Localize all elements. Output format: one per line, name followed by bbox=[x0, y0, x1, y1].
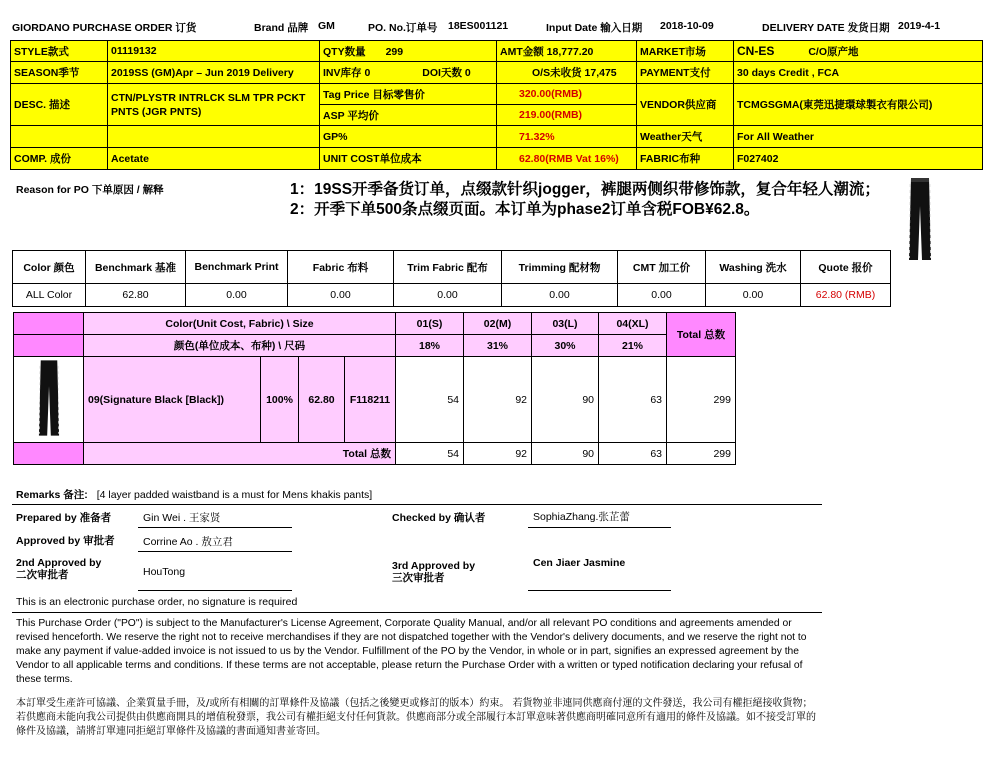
inv-value: 0 bbox=[364, 67, 371, 79]
market-value: CN-ES bbox=[737, 43, 775, 58]
footer-qty: 63 bbox=[599, 443, 667, 465]
doi-label: DOI天数 bbox=[422, 67, 462, 79]
amt-value: 18,777.20 bbox=[546, 45, 594, 58]
tag-price-label: Tag Price 目标零售价 bbox=[320, 84, 497, 105]
row-total: 299 bbox=[667, 357, 736, 443]
po-title: GIORDANO PURCHASE ORDER 订货 bbox=[12, 22, 197, 34]
weather-label: Weather天气 bbox=[637, 126, 734, 148]
vendor-label: VENDOR供应商 bbox=[637, 84, 734, 126]
cost-header-cell: Quote 报价 bbox=[801, 251, 891, 284]
size-ratio: 18% bbox=[396, 335, 464, 357]
color-pct: 100% bbox=[261, 357, 299, 443]
size-qty: 92 bbox=[464, 357, 532, 443]
third-approved-label-zh: 三次审批者 bbox=[392, 572, 445, 584]
season-label: SEASON季节 bbox=[11, 62, 108, 84]
season-value: 2019SS (GM)Apr – Jun 2019 Delivery bbox=[108, 62, 320, 84]
size-ratio: 31% bbox=[464, 335, 532, 357]
footer-total: 299 bbox=[667, 443, 736, 465]
size-ratio: 21% bbox=[599, 335, 667, 357]
size-header-line-2: 颜色(单位成本、布种) \ 尺码 bbox=[84, 335, 396, 357]
cost-header-cell: Benchmark 基准 bbox=[86, 251, 186, 284]
cost-cell: 0.00 bbox=[618, 284, 706, 307]
fabric-label: FABRIC布种 bbox=[637, 148, 734, 170]
brand-label: Brand 品牌 bbox=[254, 22, 309, 34]
prepared-label: Prepared by 准备者 bbox=[16, 512, 112, 524]
unit-cost-label: UNIT COST单位成本 bbox=[320, 148, 497, 170]
footer-qty: 54 bbox=[396, 443, 464, 465]
color-row bbox=[14, 357, 736, 443]
weather-value: For All Weather bbox=[734, 126, 983, 148]
second-approved-label-zh: 二次审批者 bbox=[16, 569, 69, 581]
market-cell bbox=[734, 41, 983, 62]
po-number-label: PO. No.订单号 bbox=[368, 22, 438, 34]
footer-qty: 90 bbox=[532, 443, 599, 465]
size-total-row bbox=[14, 443, 736, 465]
size-label: 02(M) bbox=[464, 313, 532, 335]
cost-cell: 0.00 bbox=[186, 284, 288, 307]
os-cell bbox=[497, 62, 637, 84]
inv-doi-cell bbox=[320, 62, 497, 84]
cost-cell: 0.00 bbox=[394, 284, 502, 307]
cost-header-cell: Fabric 布料 bbox=[288, 251, 394, 284]
third-approved-label bbox=[392, 560, 475, 584]
fabric-value: F027402 bbox=[734, 148, 983, 170]
color-fabric: F118211 bbox=[345, 357, 396, 443]
approved-value: Corrine Ao . 敖立君 bbox=[143, 536, 233, 548]
unit-cost-value: 62.80(RMB Vat 16%) bbox=[497, 148, 637, 170]
inv-label: INV库存 bbox=[323, 67, 362, 79]
footer-qty: 92 bbox=[464, 443, 532, 465]
os-label: O/S未收货 bbox=[532, 67, 582, 79]
cost-header-row bbox=[13, 251, 891, 284]
size-label: 04(XL) bbox=[599, 313, 667, 335]
brand-value: GM bbox=[318, 20, 335, 32]
size-qty: 90 bbox=[532, 357, 599, 443]
size-header-corner bbox=[14, 313, 84, 335]
divider bbox=[12, 612, 822, 613]
asp-value: 219.00(RMB) bbox=[497, 105, 637, 126]
signature-line bbox=[138, 551, 292, 552]
reason-line-1: 1：19SS开季备货订单，点缀款针织jogger，裤腿两侧织带修饰款，复合年轻人潮流； bbox=[290, 181, 880, 198]
cost-cell: 0.00 bbox=[502, 284, 618, 307]
qty-cell bbox=[320, 41, 497, 62]
desc-value: CTN/PLYSTR INTRLCK SLM TPR PCKT PNTS (JGR PNTS) bbox=[108, 84, 320, 126]
cost-cell: 0.00 bbox=[288, 284, 394, 307]
color-name: 09(Signature Black [Black]) bbox=[84, 357, 261, 443]
cost-cell: ALL Color bbox=[13, 284, 86, 307]
size-label: 01(S) bbox=[396, 313, 464, 335]
empty-cell bbox=[108, 126, 320, 148]
cost-value-row bbox=[13, 284, 891, 307]
color-cost: 62.80 bbox=[299, 357, 345, 443]
second-approved-label-en: 2nd Approved by bbox=[16, 557, 102, 569]
vendor-value: TCMGSGMA(東莞迅捷環球製衣有限公司) bbox=[734, 84, 983, 126]
amt-label: AMT金额 bbox=[500, 45, 544, 58]
cost-header-cell: Trim Fabric 配布 bbox=[394, 251, 502, 284]
tag-price-value: 320.00(RMB) bbox=[497, 84, 637, 105]
color-image-cell bbox=[14, 357, 84, 443]
size-header-corner bbox=[14, 335, 84, 357]
terms-chinese: 本訂單受生產許可協議、企業質量手冊，及/或所有相關的訂單條件及協議（包括之後變更或修訂的版本）約束。 若貨物並非連同供應商付運的文件發送，我公司有權拒絕接收貨物；若供應商未能向我公司提供由供應商開具的增值稅發票，我公司有權拒絕支付任何貨款。供應商部分或全部履行本訂單意味著供應商明確同意所有適用的條件及協議。如不接受訂單的條件及協議，請將訂單連同拒絕訂單條件及協議的書面通知書並寄回。 bbox=[16, 698, 816, 737]
payment-label: PAYMENT支付 bbox=[637, 62, 734, 84]
cost-header-cell: Trimming 配材物 bbox=[502, 251, 618, 284]
cost-header-cell: Benchmark Print bbox=[186, 251, 288, 284]
quote-cell: 62.80 (RMB) bbox=[801, 284, 891, 307]
size-ratio: 30% bbox=[532, 335, 599, 357]
second-approved-label bbox=[16, 557, 101, 581]
third-approved-value: Cen Jiaer Jasmine bbox=[533, 557, 626, 569]
doi-value: 0 bbox=[464, 67, 471, 79]
payment-value: 30 days Credit , FCA bbox=[734, 62, 983, 84]
size-label: 03(L) bbox=[532, 313, 599, 335]
remarks-label: Remarks 备注: bbox=[16, 489, 88, 501]
cost-header-cell: Washing 洗水 bbox=[706, 251, 801, 284]
cost-cell: 62.80 bbox=[86, 284, 186, 307]
asp-label: ASP 平均价 bbox=[320, 105, 497, 126]
color-pants-image bbox=[38, 357, 60, 439]
remarks-value: [4 layer padded waistband is a must for Mens khakis pants] bbox=[96, 489, 373, 501]
comp-label: COMP. 成份 bbox=[11, 148, 108, 170]
checked-value: SophiaZhang.张芷蕾 bbox=[533, 511, 630, 523]
cost-breakdown-table bbox=[12, 250, 891, 307]
third-approved-label-en: 3rd Approved by bbox=[392, 560, 476, 572]
signature-line bbox=[138, 527, 292, 528]
reason-text bbox=[290, 180, 890, 220]
po-header bbox=[12, 20, 980, 36]
market-label: MARKET市场 bbox=[637, 41, 734, 62]
cost-cell: 0.00 bbox=[706, 284, 801, 307]
second-approved-value: HouTong bbox=[143, 566, 186, 578]
size-footer-corner bbox=[14, 443, 84, 465]
signature-line bbox=[138, 590, 292, 591]
size-total-header: Total 总数 bbox=[667, 313, 736, 357]
co-label: C/O原产地 bbox=[808, 45, 859, 58]
input-date-label: Input Date 输入日期 bbox=[546, 22, 643, 34]
signature-line bbox=[528, 590, 671, 591]
electronic-note: This is an electronic purchase order, no signature is required bbox=[16, 596, 298, 608]
cost-header-cell: CMT 加工价 bbox=[618, 251, 706, 284]
size-breakdown-table bbox=[13, 312, 736, 465]
size-header-line-1: Color(Unit Cost, Fabric) \ Size bbox=[84, 313, 396, 335]
approved-label: Approved by 审批者 bbox=[16, 535, 115, 547]
reason-label: Reason for PO 下单原因 / 解释 bbox=[16, 184, 164, 196]
qty-label: QTY数量 bbox=[323, 45, 366, 58]
input-date-value: 2018-10-09 bbox=[660, 20, 714, 32]
size-footer-label: Total 总数 bbox=[84, 443, 396, 465]
comp-value: Acetate bbox=[108, 148, 320, 170]
order-info-table bbox=[10, 40, 983, 170]
style-label: STYLE款式 bbox=[11, 41, 108, 62]
po-number-value: 18ES001121 bbox=[448, 20, 509, 32]
signature-line bbox=[528, 527, 671, 528]
delivery-date-label: DELIVERY DATE 发货日期 bbox=[762, 22, 890, 34]
divider bbox=[12, 504, 822, 505]
desc-label: DESC. 描述 bbox=[11, 84, 108, 126]
amt-cell bbox=[497, 41, 637, 62]
gp-label: GP% bbox=[320, 126, 497, 148]
prepared-value: Gin Wei . 王家贤 bbox=[143, 512, 221, 524]
product-pants-image bbox=[908, 176, 932, 262]
os-value: 17,475 bbox=[584, 67, 617, 79]
empty-cell bbox=[11, 126, 108, 148]
delivery-date-value: 2019-4-1 bbox=[898, 20, 941, 32]
size-qty: 54 bbox=[396, 357, 464, 443]
size-qty: 63 bbox=[599, 357, 667, 443]
reason-line-2: 2：开季下单500条点缀页面。本订单为phase2订单含税FOB¥62.8。 bbox=[290, 201, 760, 218]
qty-value: 299 bbox=[385, 45, 404, 58]
cost-header-cell: Color 颜色 bbox=[13, 251, 86, 284]
gp-value: 71.32% bbox=[497, 126, 637, 148]
style-value: 01119132 bbox=[108, 41, 320, 62]
remarks bbox=[16, 487, 372, 502]
terms-english: This Purchase Order ("PO") is subject to the Manufacturer's License Agreement, Corporate Quality Manual, and/or all relevant PO conditions and agreements amended or revised henceforth. We reserve the right not to receive merchandises if they are not dispatched together with the Vendor's delivery documents, and we reserve the right not to make any payment if value-added invoice is not issued to us by the Vendor. Fulfillment of the PO by the Vendor, in whole or in part, signifies an expressed agreement by the Vendor to all applicable terms and conditions. If these terms are not acceptable, please return the Purchase Order with a written or typed notification declaring your refusal of these terms. bbox=[16, 618, 807, 685]
checked-label: Checked by 确认者 bbox=[392, 512, 486, 524]
